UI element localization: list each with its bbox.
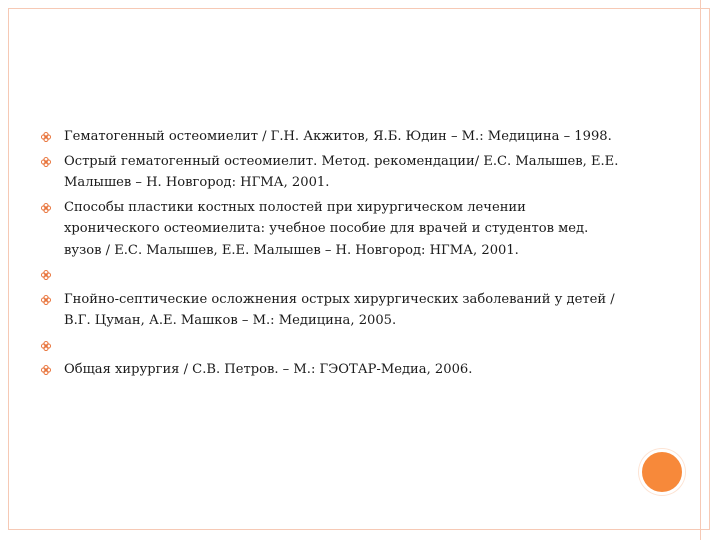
reference-item — [41, 126, 621, 148]
flower-bullet-icon — [41, 341, 51, 351]
reference-item — [41, 151, 621, 194]
reference-text: Острый гематогенный остеомиелит. Метод. рекомендации/ Е.С. Малышев, Е.Е. Малышев – Н. Новгород: НГМА, 2001. — [64, 153, 619, 190]
reference-list — [41, 126, 621, 384]
flower-bullet-icon — [41, 203, 51, 213]
reference-text: Общая хирургия / С.В. Петров. – М.: ГЭОТАР-Медиа, 2006. — [64, 362, 473, 377]
flower-bullet-icon — [41, 157, 51, 167]
reference-text: Гнойно-септические осложнения острых хирургических заболеваний у детей / В.Г. Цуман, А.Е. Машков – М.: Медицина, 2005. — [64, 291, 615, 328]
reference-item — [41, 289, 621, 332]
reference-item — [41, 359, 621, 381]
decorative-circle — [639, 449, 685, 495]
flower-bullet-icon — [41, 365, 51, 375]
reference-text: Способы пластики костных полостей при хирургическом лечении хронического остеомиелита: учебное пособие для врачей и студентов мед. вузов / Е.С. Малышев, Е.Е. Малышев – Н. Новгород: НГМА, 2001. — [64, 199, 589, 258]
flower-bullet-icon — [41, 295, 51, 305]
reference-item — [41, 197, 621, 262]
reference-text: Гематогенный остеомиелит / Г.Н. Акжитов, Я.Б. Юдин – М.: Медицина – 1998. — [64, 129, 612, 144]
slide-side-line — [700, 0, 701, 540]
flower-bullet-icon — [41, 132, 51, 142]
reference-item-empty — [41, 335, 621, 357]
flower-bullet-icon — [41, 270, 51, 280]
reference-item-empty — [41, 264, 621, 286]
